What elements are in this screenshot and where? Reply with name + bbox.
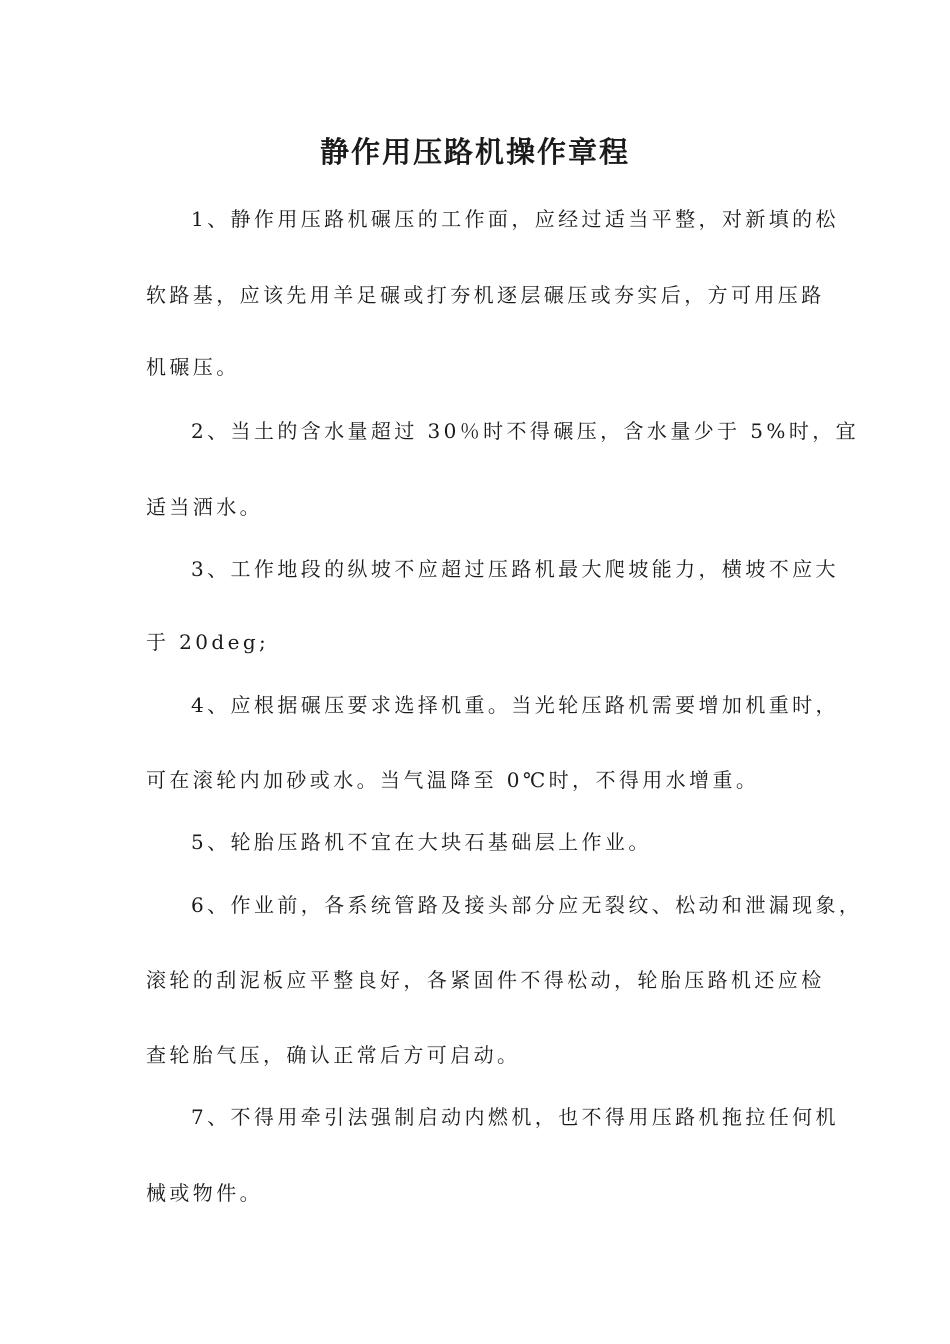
- paragraph-line: 软路基，应该先用羊足碾或打夯机逐层碾压或夯实后，方可用压路: [146, 283, 825, 307]
- paragraph-line: 机碾压。: [146, 355, 240, 379]
- paragraph-line: 械或物件。: [146, 1181, 263, 1205]
- paragraph-line: 于 20deg;: [146, 630, 270, 654]
- document-title: 静作用压路机操作章程: [319, 135, 630, 169]
- paragraph-line: 1、静作用压路机碾压的工作面，应经过适当平整，对新填的松: [191, 207, 839, 231]
- paragraph-line: 3、工作地段的纵坡不应超过压路机最大爬坡能力，横坡不应大: [191, 557, 839, 581]
- paragraph-line: 7、不得用牵引法强制启动内燃机，也不得用压路机拖拉任何机: [191, 1105, 839, 1129]
- paragraph-line: 滚轮的刮泥板应平整良好，各紧固件不得松动，轮胎压路机还应检: [146, 968, 825, 992]
- paragraph-line: 2、当土的含水量超过 30％时不得碾压，含水量少于 5%时，宜: [191, 419, 860, 443]
- paragraph-line: 4、应根据碾压要求选择机重。当光轮压路机需要增加机重时，: [191, 693, 839, 717]
- paragraph-line: 6、作业前，各系统管路及接头部分应无裂纹、松动和泄漏现象，: [191, 893, 863, 917]
- paragraph-line: 适当洒水。: [146, 495, 263, 519]
- paragraph-line: 5、轮胎压路机不宜在大块石基础层上作业。: [191, 830, 652, 854]
- paragraph-line: 查轮胎气压，确认正常后方可启动。: [146, 1043, 521, 1067]
- paragraph-line: 可在滚轮内加砂或水。当气温降至 0℃时，不得用水增重。: [146, 768, 760, 792]
